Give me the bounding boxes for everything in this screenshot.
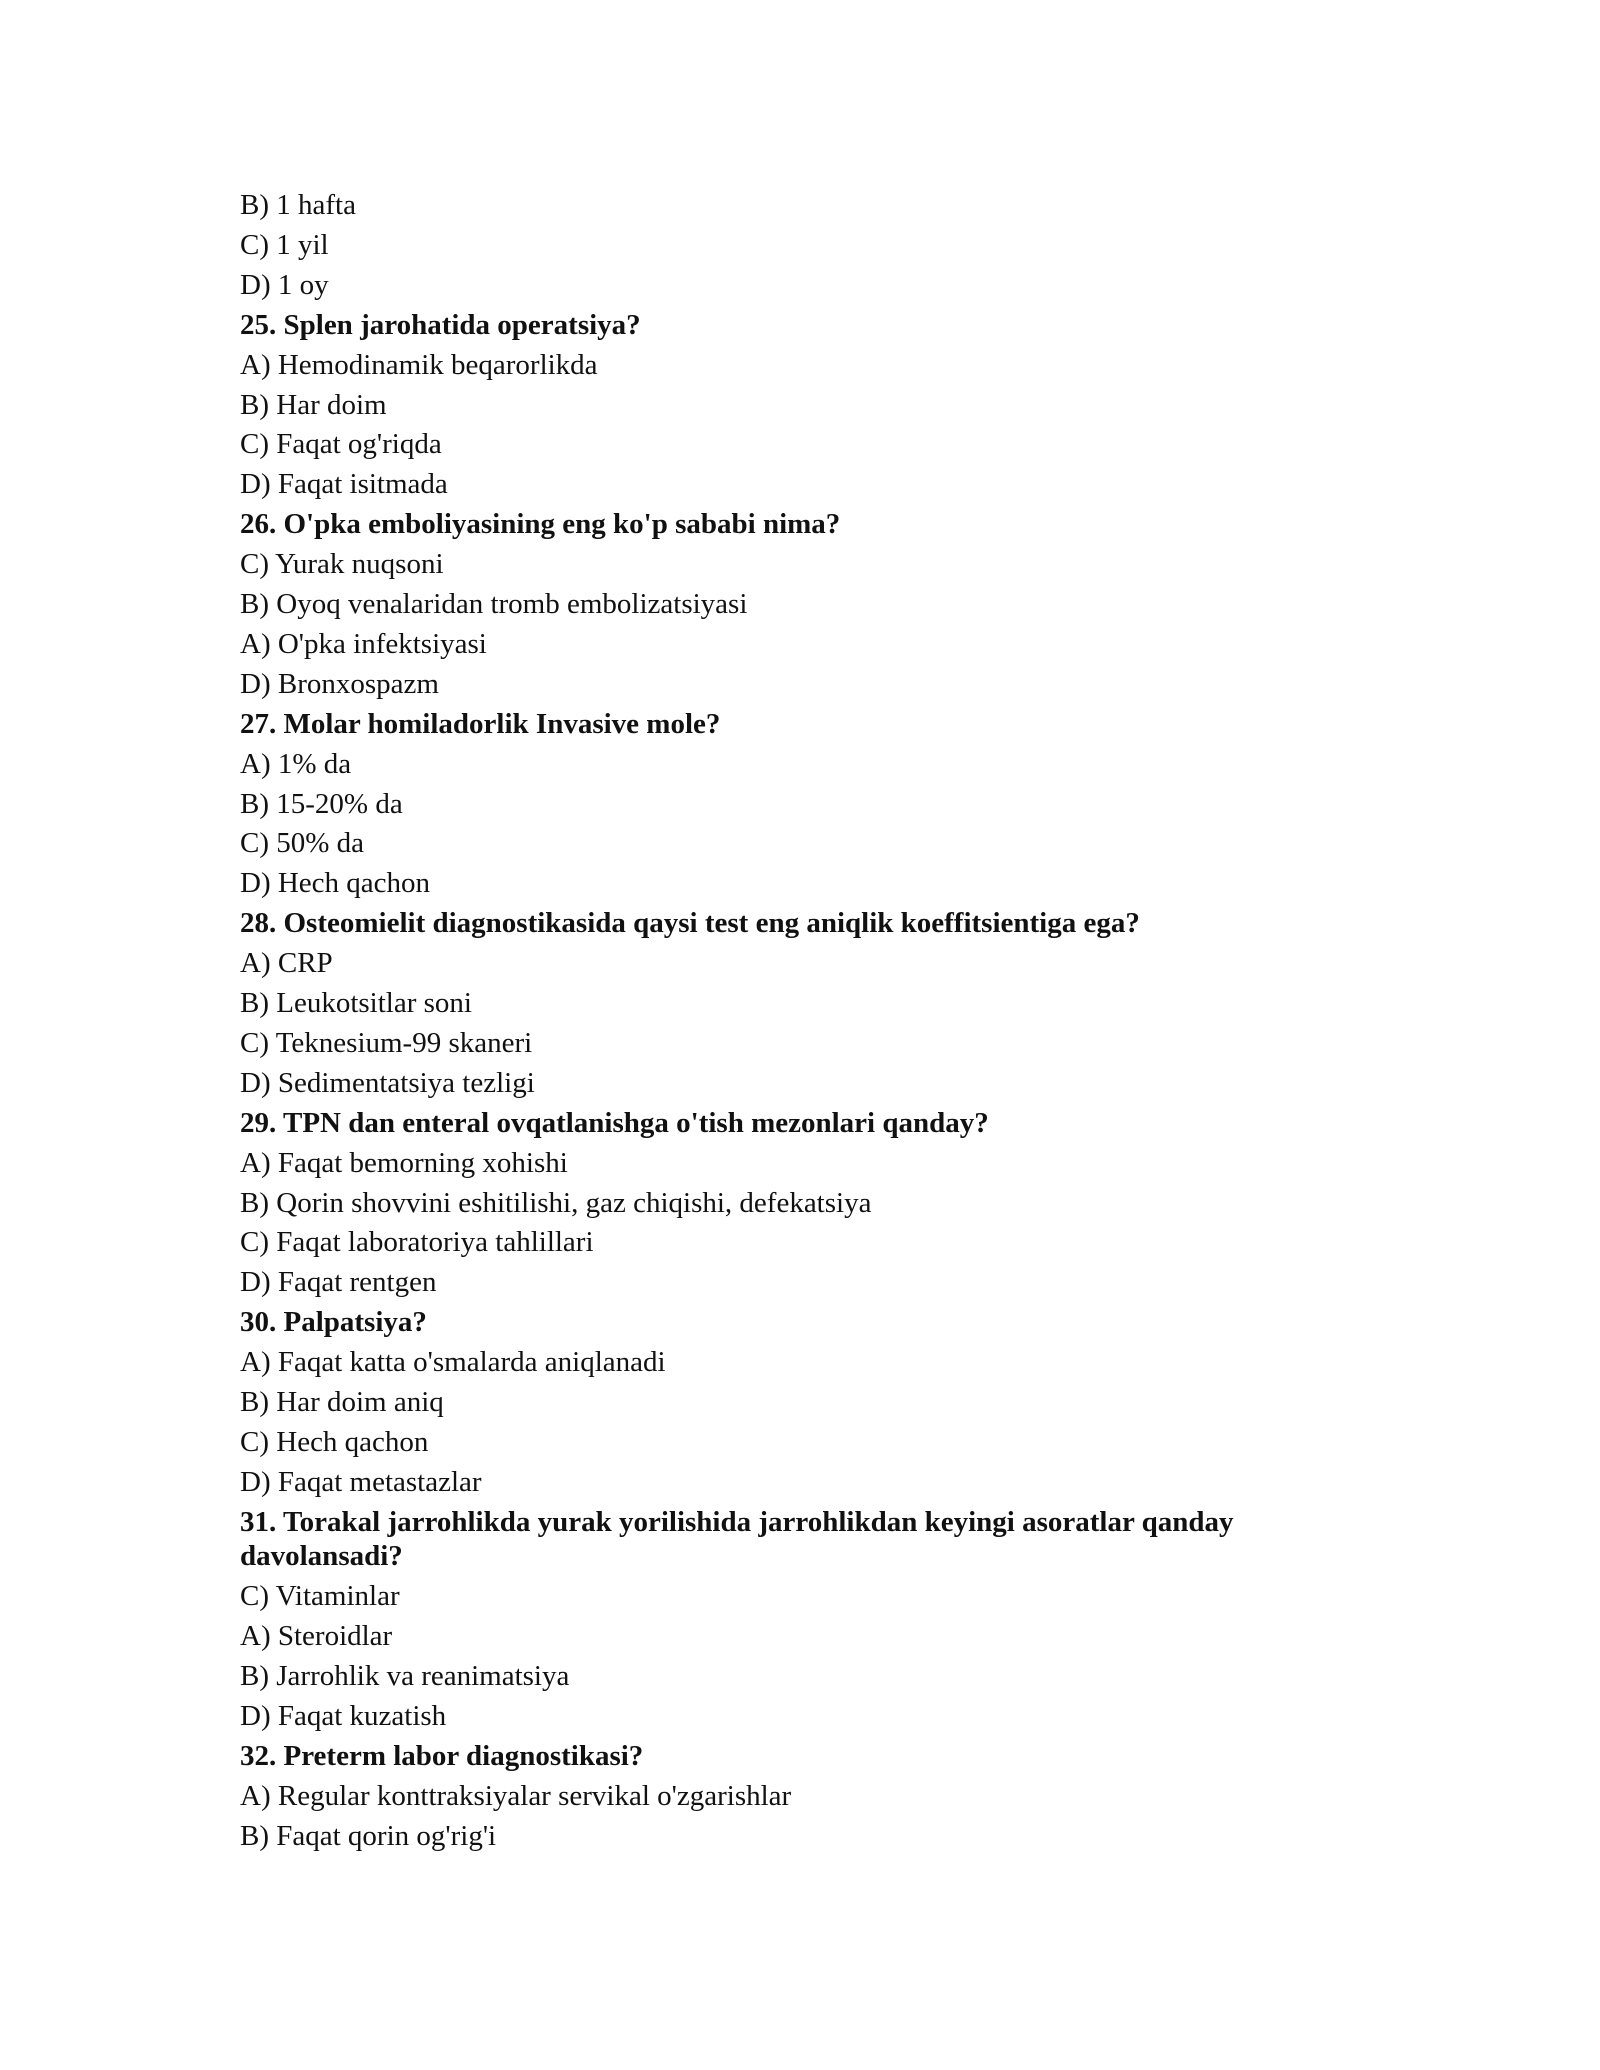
- question-28: 28. Osteomielit diagnostikasida qaysi test eng aniqlik koeffitsientiga ega?: [240, 907, 1140, 940]
- option-item: D) Sedimentatsiya tezligi: [240, 1066, 535, 1099]
- option-item: A) O'pka infektsiyasi: [240, 627, 487, 660]
- option-item: D) Faqat metastazlar: [240, 1465, 482, 1498]
- option-item: C) Faqat og'riqda: [240, 428, 442, 461]
- option-item: D) Hech qachon: [240, 867, 431, 900]
- option-item: A) Steroidlar: [240, 1620, 393, 1653]
- question-31: 31. Torakal jarrohlikda yurak yorilishida jarrohlikdan keyingi asoratlar qanday davolansadi?: [240, 1505, 1234, 1573]
- option-item: D) Faqat isitmada: [240, 468, 448, 501]
- question-29: 29. TPN dan enteral ovqatlanishga o'tish mezonlari qanday?: [240, 1106, 989, 1139]
- option-item: A) Hemodinamik beqarorlikda: [240, 348, 598, 381]
- option-item: C) Faqat laboratoriya tahlillari: [240, 1226, 594, 1259]
- question-27: 27. Molar homiladorlik Invasive mole?: [240, 707, 721, 740]
- option-item: A) Faqat katta o'smalarda aniqlanadi: [240, 1346, 666, 1379]
- option-item: C) Vitaminlar: [240, 1580, 400, 1613]
- option-item: C) Hech qachon: [240, 1426, 429, 1458]
- option-item: A) 1% da: [240, 747, 352, 780]
- option-item: B) Oyoq venalaridan tromb embolizatsiyasi: [240, 588, 748, 621]
- question-32: 32. Preterm labor diagnostikasi?: [240, 1739, 644, 1772]
- question-25: 25. Splen jarohatida operatsiya?: [240, 308, 641, 341]
- option-item: C) 50% da: [240, 827, 365, 860]
- option-item: C) Yurak nuqsoni: [240, 548, 444, 581]
- question-30: 30. Palpatsiya?: [240, 1306, 427, 1339]
- option-item: B) 15-20% da: [240, 787, 403, 820]
- question-26: 26. O'pka emboliyasining eng ko'p sababi nima?: [240, 508, 841, 541]
- option-item: D) 1 oy: [240, 268, 329, 301]
- option-item: B) Har doim aniq: [240, 1386, 444, 1419]
- option-item: B) Har doim: [240, 388, 387, 421]
- option-item: B) Jarrohlik va reanimatsiya: [240, 1660, 570, 1693]
- quiz-content: [240, 186, 1370, 1857]
- option-item: B) Qorin shovvini eshitilishi, gaz chiqishi, defekatsiya: [240, 1186, 872, 1219]
- option-item: C) 1 yil: [240, 228, 329, 261]
- option-item: C) Teknesium-99 skaneri: [240, 1026, 533, 1059]
- option-item: B) Leukotsitlar soni: [240, 987, 472, 1020]
- option-item: B) 1 hafta: [240, 189, 356, 221]
- option-item: B) Faqat qorin og'rig'i: [240, 1819, 497, 1852]
- option-item: A) Faqat bemorning xohishi: [240, 1146, 568, 1179]
- option-item: D) Bronxospazm: [240, 667, 439, 700]
- option-item: D) Faqat rentgen: [240, 1266, 437, 1299]
- option-item: D) Faqat kuzatish: [240, 1699, 447, 1732]
- option-item: A) CRP: [240, 947, 333, 980]
- option-item: A) Regular konttraksiyalar servikal o'zgarishlar: [240, 1779, 792, 1812]
